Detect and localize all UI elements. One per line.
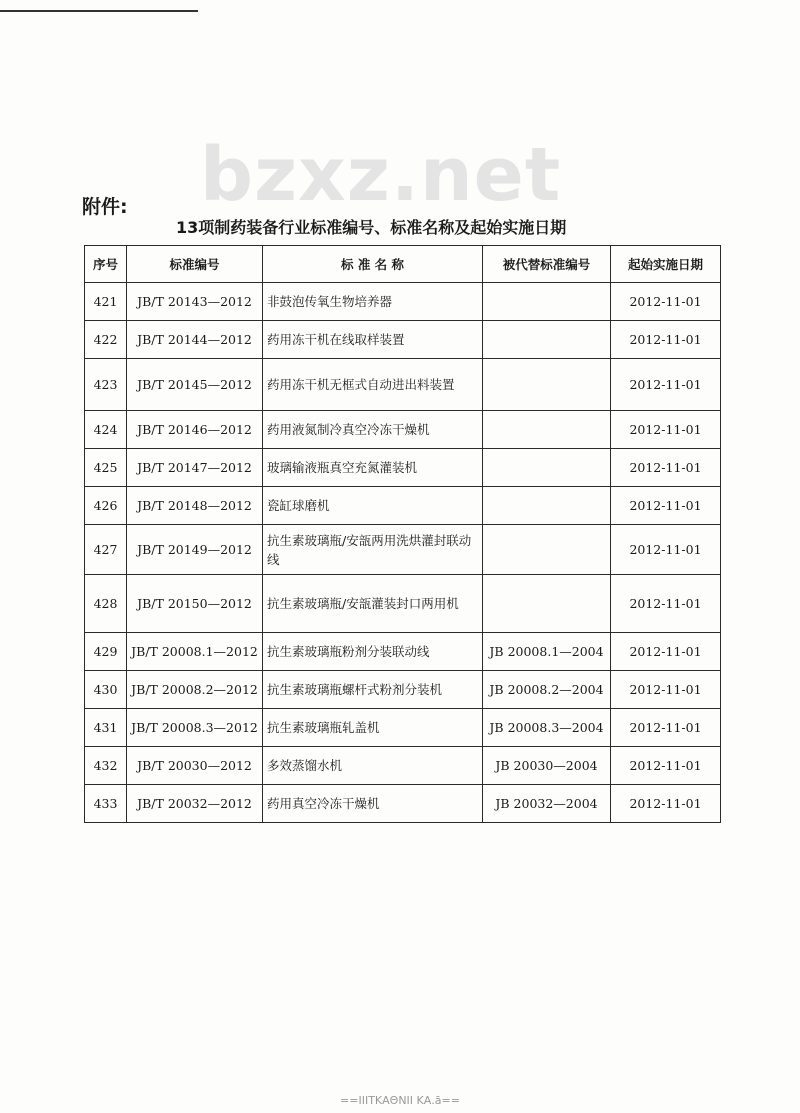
row-date: 2012-11-01 — [611, 709, 721, 747]
row-replaced — [483, 575, 611, 633]
row-replaced: JB 20008.3—2004 — [483, 709, 611, 747]
row-name: 非鼓泡传氧生物培养器 — [263, 283, 483, 321]
row-seq: 421 — [85, 283, 127, 321]
row-seq: 425 — [85, 449, 127, 487]
row-seq: 424 — [85, 411, 127, 449]
header-seq: 序号 — [85, 246, 127, 283]
table-header-row — [85, 246, 721, 283]
table-row — [85, 359, 721, 411]
row-date: 2012-11-01 — [611, 321, 721, 359]
annex-label: 附件: — [82, 196, 128, 218]
header-replaced: 被代替标准编号 — [483, 246, 611, 283]
table-row — [85, 283, 721, 321]
row-seq: 422 — [85, 321, 127, 359]
row-code: JB/T 20008.3—2012 — [127, 709, 263, 747]
row-code: JB/T 20030—2012 — [127, 747, 263, 785]
row-name: 抗生素玻璃瓶/安瓿两用洗烘灌封联动线 — [263, 525, 483, 575]
row-name: 抗生素玻璃瓶轧盖机 — [263, 709, 483, 747]
row-seq: 427 — [85, 525, 127, 575]
row-name: 玻璃输液瓶真空充氮灌装机 — [263, 449, 483, 487]
row-date: 2012-11-01 — [611, 359, 721, 411]
row-seq: 430 — [85, 671, 127, 709]
row-code: JB/T 20146—2012 — [127, 411, 263, 449]
row-replaced: JB 20008.1—2004 — [483, 633, 611, 671]
row-seq: 431 — [85, 709, 127, 747]
row-seq: 432 — [85, 747, 127, 785]
table-row — [85, 411, 721, 449]
row-name: 药用冻干机无框式自动进出料装置 — [263, 359, 483, 411]
row-date: 2012-11-01 — [611, 449, 721, 487]
row-name: 抗生素玻璃瓶/安瓿灌装封口两用机 — [263, 575, 483, 633]
row-replaced: JB 20032—2004 — [483, 785, 611, 823]
table-row — [85, 487, 721, 525]
row-date: 2012-11-01 — [611, 487, 721, 525]
table-row — [85, 321, 721, 359]
row-code: JB/T 20143—2012 — [127, 283, 263, 321]
row-seq: 429 — [85, 633, 127, 671]
row-replaced — [483, 487, 611, 525]
table-row — [85, 671, 721, 709]
row-code: JB/T 20008.2—2012 — [127, 671, 263, 709]
row-seq: 433 — [85, 785, 127, 823]
table-row — [85, 633, 721, 671]
row-name: 多效蒸馏水机 — [263, 747, 483, 785]
row-replaced — [483, 449, 611, 487]
row-date: 2012-11-01 — [611, 671, 721, 709]
row-code: JB/T 20149—2012 — [127, 525, 263, 575]
row-replaced: JB 20008.2—2004 — [483, 671, 611, 709]
row-name: 药用冻干机在线取样装置 — [263, 321, 483, 359]
header-date: 起始实施日期 — [611, 246, 721, 283]
row-date: 2012-11-01 — [611, 747, 721, 785]
header-name: 标 准 名 称 — [263, 246, 483, 283]
table-row — [85, 747, 721, 785]
row-seq: 426 — [85, 487, 127, 525]
row-date: 2012-11-01 — [611, 633, 721, 671]
page-footer: ==ΙΙΙΤΚΑΘΝΙΙ ΚΑ.ā== — [340, 1094, 460, 1107]
standards-table — [84, 245, 721, 823]
table-row — [85, 785, 721, 823]
row-replaced — [483, 283, 611, 321]
row-seq: 423 — [85, 359, 127, 411]
row-name: 药用液氮制冷真空冷冻干燥机 — [263, 411, 483, 449]
row-code: JB/T 20150—2012 — [127, 575, 263, 633]
row-code: JB/T 20144—2012 — [127, 321, 263, 359]
row-name: 抗生素玻璃瓶粉剂分装联动线 — [263, 633, 483, 671]
top-rule — [0, 10, 198, 12]
table-row — [85, 525, 721, 575]
table-row — [85, 709, 721, 747]
row-code: JB/T 20148—2012 — [127, 487, 263, 525]
document-title: 13项制药装备行业标准编号、标准名称及起始实施日期 — [176, 218, 567, 237]
watermark: bzxz.net — [200, 132, 562, 218]
row-seq: 428 — [85, 575, 127, 633]
row-code: JB/T 20145—2012 — [127, 359, 263, 411]
row-code: JB/T 20032—2012 — [127, 785, 263, 823]
row-name: 药用真空冷冻干燥机 — [263, 785, 483, 823]
table-row — [85, 575, 721, 633]
row-name: 瓷缸球磨机 — [263, 487, 483, 525]
row-replaced: JB 20030—2004 — [483, 747, 611, 785]
row-date: 2012-11-01 — [611, 575, 721, 633]
row-name: 抗生素玻璃瓶螺杆式粉剂分装机 — [263, 671, 483, 709]
row-date: 2012-11-01 — [611, 411, 721, 449]
table-row — [85, 449, 721, 487]
row-replaced — [483, 525, 611, 575]
row-replaced — [483, 359, 611, 411]
row-code: JB/T 20147—2012 — [127, 449, 263, 487]
row-date: 2012-11-01 — [611, 525, 721, 575]
row-code: JB/T 20008.1—2012 — [127, 633, 263, 671]
row-replaced — [483, 411, 611, 449]
header-code: 标准编号 — [127, 246, 263, 283]
row-replaced — [483, 321, 611, 359]
row-date: 2012-11-01 — [611, 283, 721, 321]
row-date: 2012-11-01 — [611, 785, 721, 823]
